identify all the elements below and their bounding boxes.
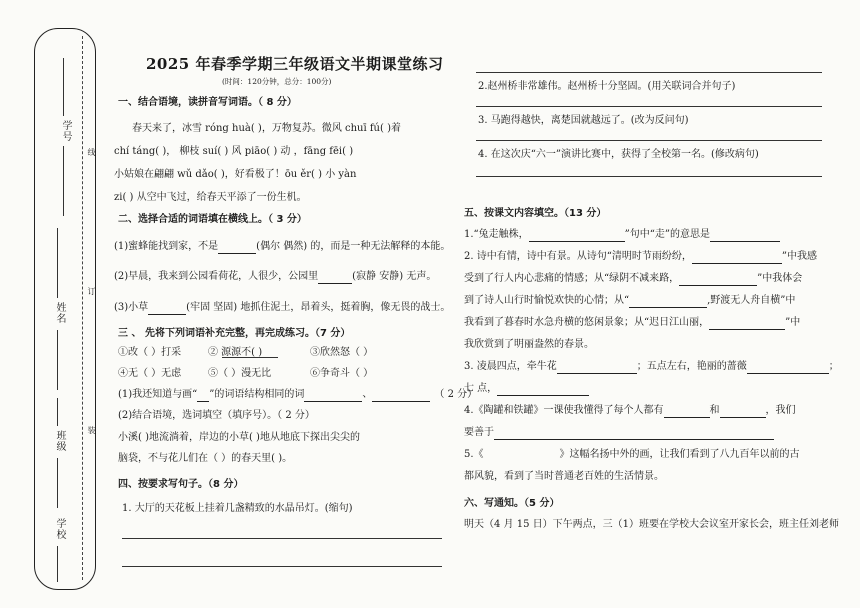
seal-char-zhuang: 装: [87, 426, 96, 435]
answer-blank[interactable]: [304, 388, 362, 402]
student-name-blank-2[interactable]: [57, 330, 58, 390]
section-5-q5: 5.《 》这幅名扬中外的画，让我们看到了八九百年以前的古: [464, 449, 800, 460]
word-5: ⑤（ ）漫无比: [208, 368, 272, 379]
answer-blank[interactable]: [664, 404, 710, 418]
word-4: ④无（ ）无虑: [118, 368, 182, 379]
section-2-item-1: (1)蜜蜂能找到家，不是 (偶尔 偶然) 的，而是一种无法解释的本能。: [114, 241, 451, 252]
section-3-q2-line-2: 脑袋，不与花儿们在（ ）的春天里( )。: [118, 453, 293, 464]
answer-line[interactable]: [122, 566, 442, 567]
section-1-line-1: 春天来了，冰雪 róng huà( )，万物复苏。微风 chuī fú( )着: [132, 123, 401, 134]
answer-blank[interactable]: [710, 228, 780, 242]
section-5-q2-line-5: 我欣赏到了明丽盎然的春景。: [464, 339, 594, 350]
answer-blank[interactable]: [372, 388, 430, 402]
answer-blank[interactable]: [218, 240, 256, 254]
section-5-q4-line-2: 要善于: [464, 426, 774, 440]
section-6-line-1: 明天（4 月 15 日）下午两点，三（1）班要在学校大会议室开家长会，班主任刘老师: [464, 519, 839, 530]
word-2: ② 源源不( ): [208, 347, 263, 358]
student-number-blank[interactable]: [63, 58, 64, 116]
section-1-line-4: zi( ) 从空中飞过，给春天平添了一份生机。: [114, 192, 307, 203]
word-3: ③欣然怒（ ）: [310, 347, 374, 358]
word-6: ⑥争奇斗（ ）: [310, 368, 374, 379]
answer-blank[interactable]: [529, 228, 625, 242]
page-title: 2025 年春季学期三年级语文半期课堂练习: [146, 55, 444, 73]
section-4-q4: 4. 在这次庆“六一”演讲比赛中，获得了全校第一名。(修改病句): [478, 149, 759, 160]
word-2-underline: [222, 357, 278, 358]
section-5-q5-line-2: 都风貌，看到了当时普通老百姓的生活情景。: [464, 471, 664, 482]
answer-blank[interactable]: [497, 382, 589, 396]
seal-char-ding: 订: [87, 287, 96, 296]
answer-line[interactable]: [476, 176, 822, 177]
student-name-blank[interactable]: [57, 228, 58, 298]
seal-line: [82, 36, 83, 580]
section-5-q2-line-3: 到了诗人山行时愉悦欢快的心情；从“ ,野渡无人舟自横”中: [464, 295, 796, 306]
section-3-q2-line-1: 小溪( )地流淌着，岸边的小草( )地从地底下探出尖尖的: [118, 432, 360, 443]
class-blank[interactable]: [57, 398, 58, 426]
class-label: 班级: [54, 430, 65, 452]
section-5-q3: 3. 凌晨四点，牵牛花 ；五点左右，艳丽的蔷薇 ；: [464, 361, 839, 372]
section-1-line-2: chí táng( )， 柳枝 suí( ) 风 piāo( ) 动 ，fāng fēi( ): [114, 146, 354, 157]
section-5-q1: 1.“兔走触株， ”句中“走”的意思是: [464, 228, 780, 242]
section-4-q3: 3. 马跑得越快，离楚国就越远了。(改为反问句): [478, 115, 689, 126]
word-1: ①改（ ）打采: [118, 347, 182, 358]
student-number-label: 学号: [60, 120, 71, 142]
section-2-item-2: (2)早晨，我来到公园看荷花，人很少，公园里 (寂静 安静) 无声。: [114, 271, 437, 282]
answer-blank[interactable]: [494, 426, 774, 440]
answer-blank[interactable]: [709, 316, 785, 330]
answer-line[interactable]: [476, 106, 822, 107]
answer-blank[interactable]: [720, 404, 766, 418]
section-5-q3-line-2: 七 点，: [464, 382, 589, 396]
class-blank-2[interactable]: [57, 458, 58, 508]
section-6-heading: 六、写通知。（5 分）: [464, 498, 560, 509]
student-number-blank-2[interactable]: [63, 146, 64, 216]
answer-line[interactable]: [476, 140, 822, 141]
section-5-q2-line-1: 2. 诗中有情，诗中有景。从诗句“清明时节雨纷纷， ”中我感: [464, 251, 817, 262]
section-1-heading: 一、结合语境，读拼音写词语。（ 8 分）: [118, 97, 297, 108]
section-4-q2: 2.赵州桥非常雄伟。赵州桥十分坚固。(用关联词合并句子): [478, 81, 736, 92]
section-3-heading: 三 、 先将下列词语补充完整，再完成练习。（7 分）: [118, 328, 351, 339]
page-subtitle: (时间：120分钟，总分：100分): [222, 77, 332, 86]
section-4-q1: 1. 大厅的天花板上挂着几盏精致的水晶吊灯。(缩句): [122, 503, 353, 514]
student-name-label: 姓名: [54, 302, 65, 324]
answer-blank[interactable]: [692, 250, 782, 264]
section-5-q2-line-4: 我看到了暮春时水急舟横的悠闲景象；从“迟日江山丽， ”中: [464, 317, 801, 328]
section-3-q1: (1)我还知道与画“ ”的词语结构相同的词 、 （ 2 分）: [118, 389, 478, 400]
answer-blank[interactable]: [148, 301, 186, 315]
answer-blank[interactable]: [197, 388, 209, 402]
answer-line[interactable]: [476, 72, 822, 73]
answer-blank[interactable]: [629, 294, 707, 308]
section-1-line-3: 小姑娘在翩翩 wǔ dǎo( )，好看极了！ōu ěr( ) 小 yàn: [114, 169, 357, 180]
answer-blank[interactable]: [747, 360, 829, 374]
section-2-heading: 二、选择合适的词语填在横线上。（ 3 分）: [118, 214, 307, 225]
school-blank[interactable]: [57, 546, 58, 582]
section-3-q2: (2)结合语境，选词填空（填序号）。（ 2 分）: [118, 410, 315, 421]
answer-blank[interactable]: [679, 272, 757, 286]
section-5-q2-line-2: 受到了行人内心悲痛的情感；从“绿阴不减来路， ”中我体会: [464, 273, 803, 284]
section-2-item-3: (3)小草 (牢固 坚固) 地抓住泥土，昂着头，挺着胸，像无畏的战士。: [114, 302, 451, 313]
answer-blank[interactable]: [557, 360, 637, 374]
answer-blank[interactable]: [318, 270, 352, 284]
answer-line[interactable]: [122, 538, 442, 539]
school-label: 学校: [54, 518, 65, 540]
section-5-heading: 五、按课文内容填空。（13 分）: [464, 208, 607, 219]
seal-char-line: 线: [87, 148, 96, 157]
section-5-q4: 4.《陶罐和铁罐》一课使我懂得了每个人都有 和 ，我们: [464, 405, 796, 416]
section-4-heading: 四、按要求写句子。（8 分）: [118, 479, 244, 490]
